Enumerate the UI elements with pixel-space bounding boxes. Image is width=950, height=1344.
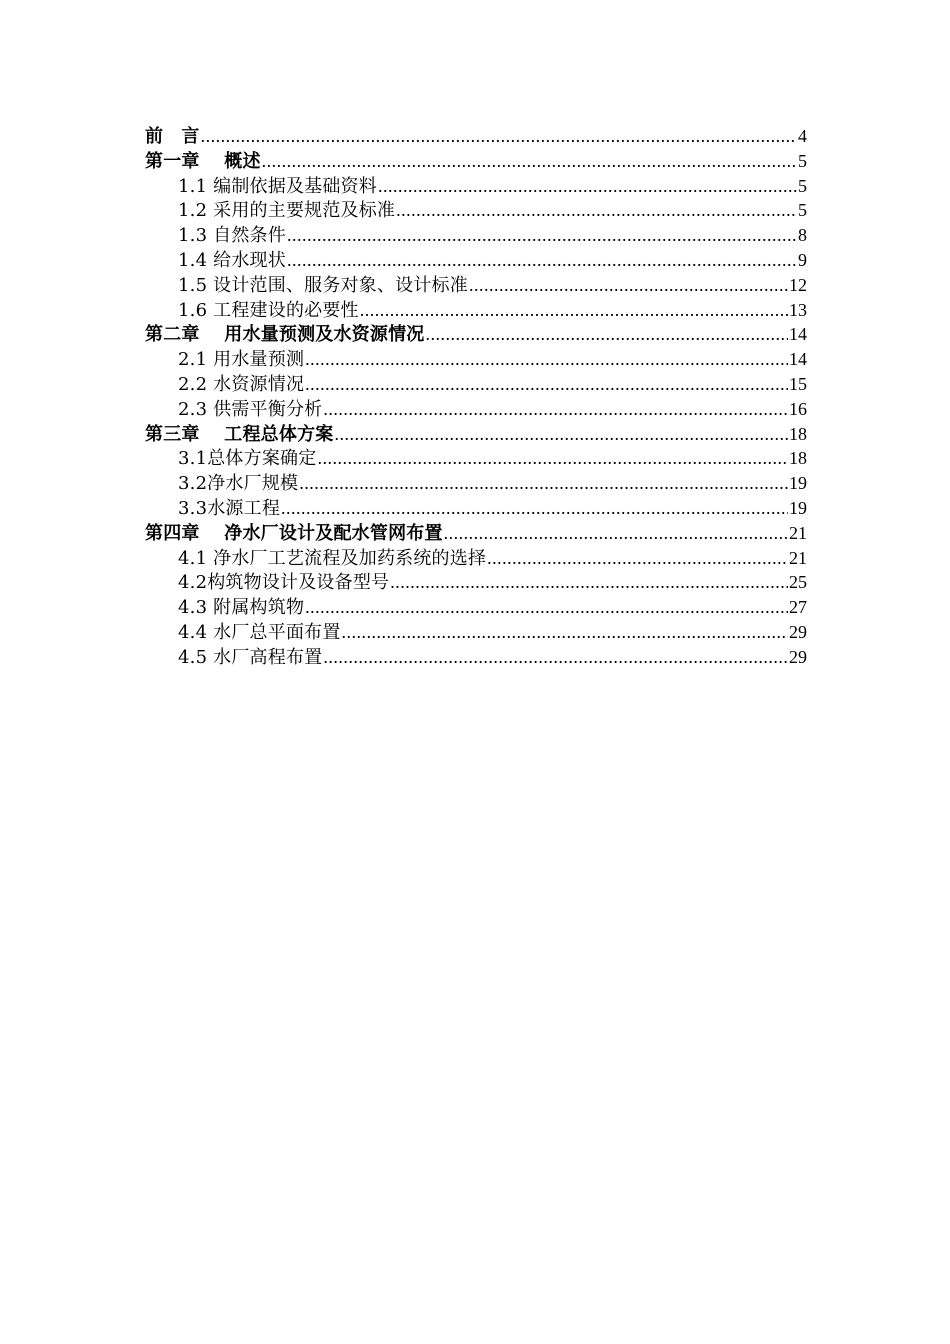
toc-page-number: 21 xyxy=(789,522,807,543)
toc-dot-leader xyxy=(390,570,788,595)
toc-entry-title: 1.2 采用的主要规范及标准 xyxy=(178,200,396,222)
toc-dot-leader xyxy=(305,347,788,372)
toc-entry-title: 第二章 用水量预测及水资源情况 xyxy=(145,324,425,346)
toc-page-number: 14 xyxy=(789,349,807,370)
toc-section-3-3[interactable] xyxy=(145,496,807,521)
toc-entry-title: 前 言 xyxy=(145,126,200,147)
toc-page-number: 19 xyxy=(789,497,807,518)
toc-page-number: 29 xyxy=(789,621,807,642)
toc-page-number: 8 xyxy=(798,225,807,246)
toc-page-number: 18 xyxy=(789,423,807,444)
toc-dot-leader xyxy=(323,645,788,670)
toc-dot-leader xyxy=(444,521,788,546)
toc-dot-leader xyxy=(425,322,788,347)
toc-dot-leader xyxy=(323,397,788,422)
toc-entry-title: 4.1 净水厂工艺流程及加药系统的选择 xyxy=(178,547,487,569)
toc-section-3-2[interactable] xyxy=(145,471,807,496)
toc-page-number: 16 xyxy=(789,398,807,419)
toc-page-number: 9 xyxy=(798,249,807,270)
toc-section-2-2[interactable] xyxy=(145,372,807,397)
toc-page-number: 5 xyxy=(798,150,807,171)
toc-dot-leader xyxy=(334,422,788,447)
toc-dot-leader xyxy=(262,149,797,174)
toc-entry-title: 第四章 净水厂设计及配水管网布置 xyxy=(145,522,443,544)
toc-entry-title: 2.3 供需平衡分析 xyxy=(178,398,323,420)
toc-page-number: 13 xyxy=(789,299,807,320)
toc-dot-leader xyxy=(469,273,788,298)
toc-chapter-preface[interactable] xyxy=(145,124,807,149)
toc-dot-leader xyxy=(378,174,797,199)
toc-page-number: 5 xyxy=(798,200,807,221)
toc-section-1-4[interactable] xyxy=(145,248,807,273)
toc-chapter-1[interactable] xyxy=(145,149,807,174)
toc-chapter-4[interactable] xyxy=(145,521,807,546)
toc-dot-leader xyxy=(287,223,797,248)
toc-section-2-3[interactable] xyxy=(145,397,807,422)
toc-dot-leader xyxy=(342,620,788,645)
toc-page-number: 5 xyxy=(798,175,807,196)
toc-entry-title: 4.2构筑物设计及设备型号 xyxy=(178,572,390,594)
table-of-contents xyxy=(145,124,807,670)
toc-entry-title: 1.1 编制依据及基础资料 xyxy=(178,175,377,197)
toc-entry-title: 3.1总体方案确定 xyxy=(178,448,317,470)
toc-entry-title: 4.3 附属构筑物 xyxy=(178,597,305,619)
toc-entry-title: 第三章 工程总体方案 xyxy=(145,423,334,445)
toc-dot-leader xyxy=(281,496,788,521)
toc-dot-leader xyxy=(305,595,788,620)
toc-dot-leader xyxy=(487,546,788,571)
toc-page-number: 15 xyxy=(789,373,807,394)
toc-entry-title: 3.3水源工程 xyxy=(178,497,281,519)
toc-page-number: 29 xyxy=(789,646,807,667)
toc-page-number: 25 xyxy=(789,572,807,593)
toc-entry-title: 1.4 给水现状 xyxy=(178,249,286,271)
toc-section-1-3[interactable] xyxy=(145,223,807,248)
toc-dot-leader xyxy=(317,446,788,471)
toc-dot-leader xyxy=(201,124,797,149)
toc-dot-leader xyxy=(287,248,797,273)
toc-section-1-6[interactable] xyxy=(145,298,807,323)
toc-entry-title: 3.2净水厂规模 xyxy=(178,473,299,495)
toc-section-4-4[interactable] xyxy=(145,620,807,645)
toc-page-number: 4 xyxy=(798,126,807,146)
toc-entry-title: 2.1 用水量预测 xyxy=(178,349,305,371)
toc-page-number: 27 xyxy=(789,597,807,618)
toc-section-2-1[interactable] xyxy=(145,347,807,372)
toc-page-number: 21 xyxy=(789,547,807,568)
toc-section-3-1[interactable] xyxy=(145,446,807,471)
toc-page-number: 12 xyxy=(789,274,807,295)
toc-section-1-5[interactable] xyxy=(145,273,807,298)
toc-entry-title: 第一章 概述 xyxy=(145,150,261,172)
toc-page-number: 19 xyxy=(789,473,807,494)
toc-section-4-1[interactable] xyxy=(145,546,807,571)
toc-entry-title: 2.2 水资源情况 xyxy=(178,373,305,395)
toc-dot-leader xyxy=(299,471,788,496)
toc-entry-title: 1.5 设计范围、服务对象、设计标准 xyxy=(178,274,468,296)
toc-entry-title: 4.4 水厂总平面布置 xyxy=(178,621,341,643)
toc-entry-title: 1.3 自然条件 xyxy=(178,225,286,247)
toc-section-4-3[interactable] xyxy=(145,595,807,620)
toc-chapter-2[interactable] xyxy=(145,322,807,347)
toc-dot-leader xyxy=(396,198,797,223)
toc-section-1-2[interactable] xyxy=(145,198,807,223)
toc-entry-title: 1.6 工程建设的必要性 xyxy=(178,299,359,321)
toc-dot-leader xyxy=(360,298,788,323)
toc-section-4-5[interactable] xyxy=(145,645,807,670)
toc-section-1-1[interactable] xyxy=(145,174,807,199)
toc-section-4-2[interactable] xyxy=(145,570,807,595)
toc-page-number: 18 xyxy=(789,448,807,469)
toc-page-number: 14 xyxy=(789,324,807,345)
toc-chapter-3[interactable] xyxy=(145,422,807,447)
toc-entry-title: 4.5 水厂高程布置 xyxy=(178,646,323,668)
toc-dot-leader xyxy=(305,372,788,397)
